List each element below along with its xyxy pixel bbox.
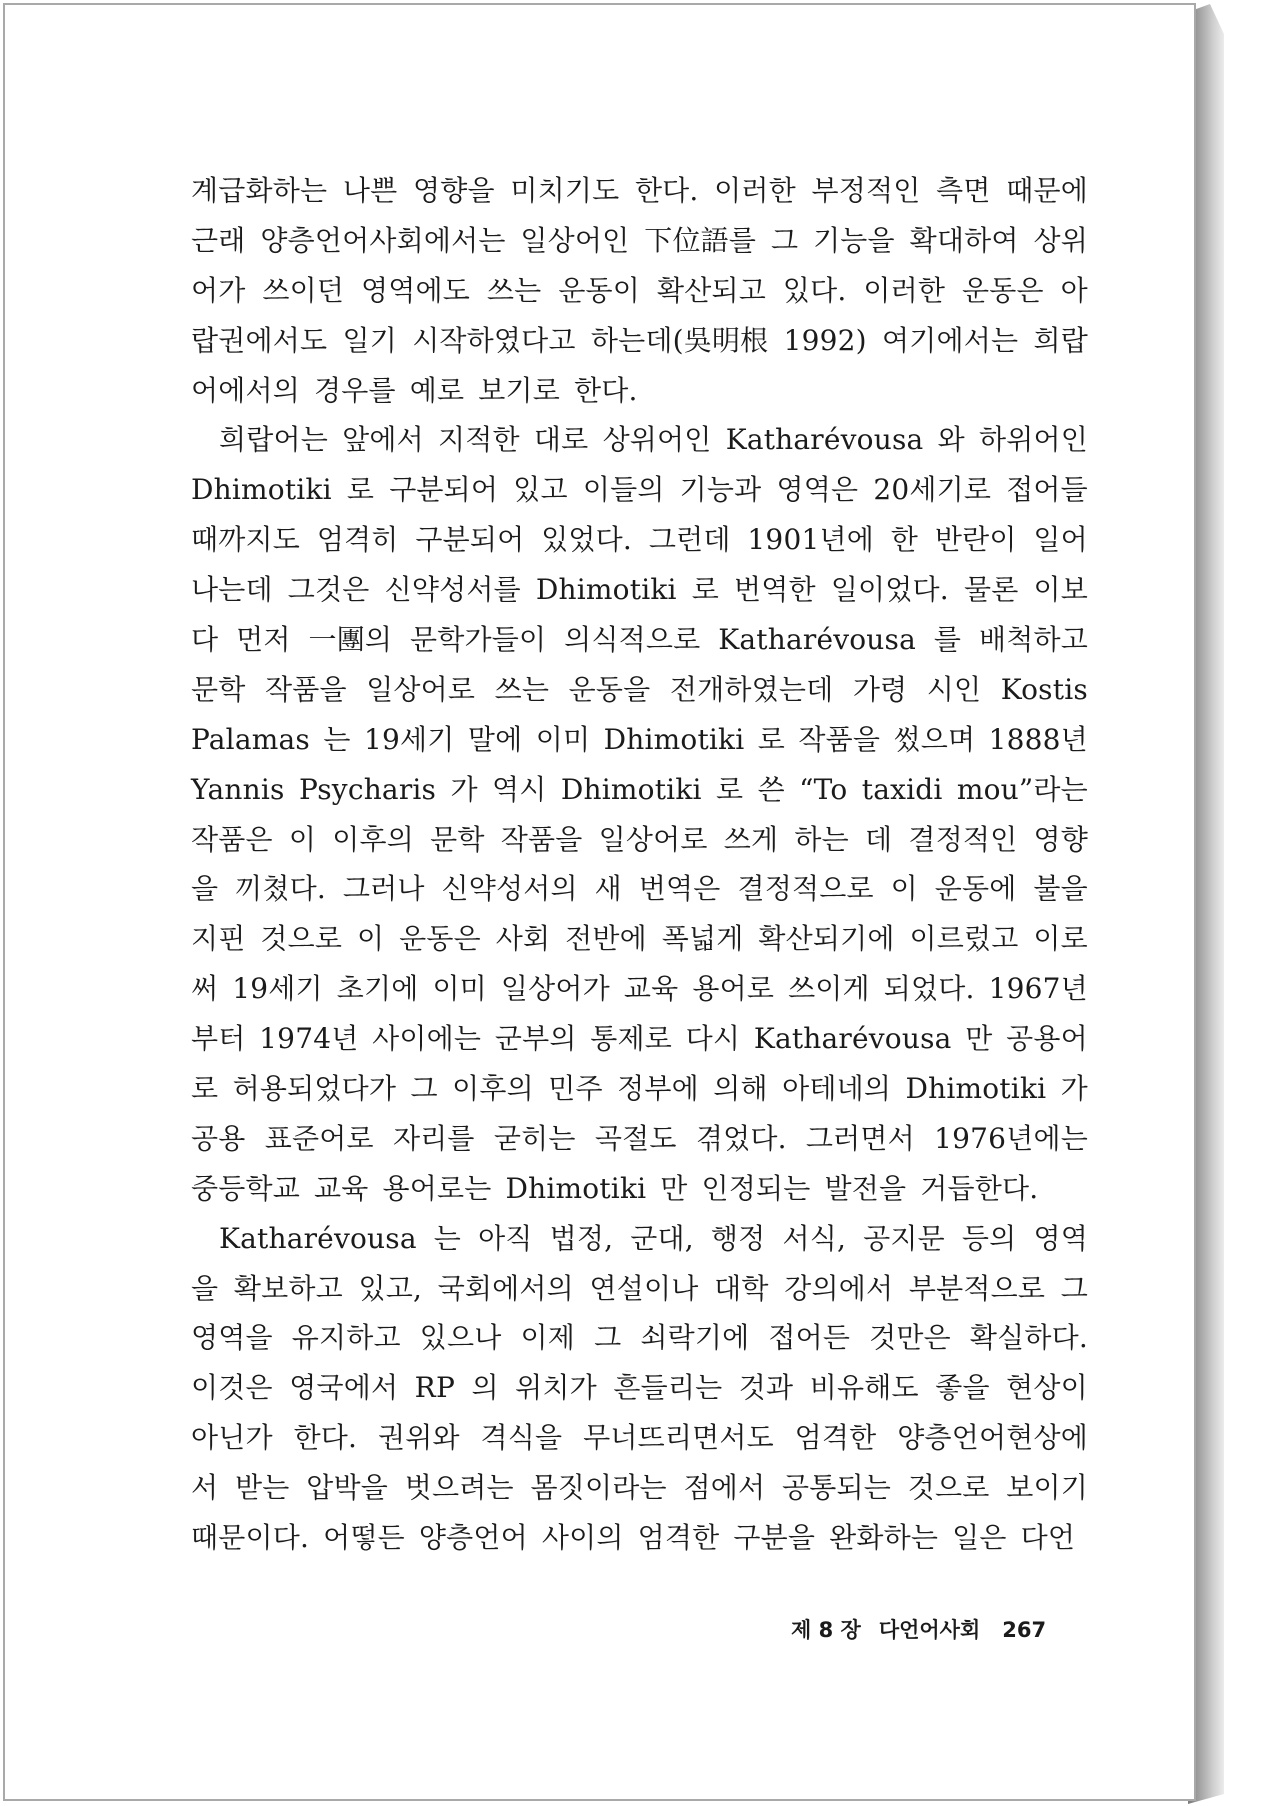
text-word: 작품을 xyxy=(500,822,583,856)
text-word: 는 xyxy=(433,1221,462,1255)
text-word: 영역은 xyxy=(776,473,859,507)
text-word: 그것은 xyxy=(287,573,370,607)
text-word: 위치가 xyxy=(515,1371,597,1405)
text-word: 운동을 xyxy=(568,672,651,706)
text-word: 이후의 xyxy=(332,822,414,856)
text-word: 다 xyxy=(191,623,219,657)
text-line xyxy=(191,618,1088,668)
text-word: 권위와 xyxy=(377,1421,460,1455)
text-word: 좋을 xyxy=(935,1371,990,1405)
text-word: 것과 xyxy=(738,1371,794,1405)
text-word: 되었다. xyxy=(883,972,975,1006)
text-word: Katharévousa xyxy=(219,1221,417,1255)
text-word: 하는데(吳明根 xyxy=(590,323,769,357)
text-word: 상위어인 xyxy=(602,423,712,457)
text-line xyxy=(191,1117,1088,1167)
text-word: 한다. xyxy=(293,1421,358,1455)
text-word: 끼쳤다. xyxy=(235,872,326,906)
text-word: 문학 xyxy=(430,822,485,856)
text-word: 이로 xyxy=(1033,922,1088,956)
text-word: 접어들 xyxy=(1006,473,1088,507)
text-word: 기능과 xyxy=(679,473,762,507)
text-word: 그러면서 xyxy=(805,1121,915,1155)
text-word: 아직 xyxy=(478,1221,533,1255)
text-word: 쓰는 xyxy=(486,273,542,307)
text-word: 영향을 xyxy=(412,174,495,207)
text-word: 로 xyxy=(346,473,375,507)
text-word: 이러한 xyxy=(863,273,946,307)
text-word: 일은 xyxy=(952,1521,1007,1555)
text-word: 만 xyxy=(965,1022,993,1056)
text-word: Psycharis xyxy=(298,772,437,806)
text-word: 번역한 xyxy=(734,573,816,607)
text-word: 사회 xyxy=(495,922,551,956)
text-word: 일상어인 xyxy=(520,223,630,257)
text-word: 아테네의 xyxy=(782,1072,892,1106)
text-word: 一團의 xyxy=(308,623,393,657)
text-word: 한다. xyxy=(634,174,699,207)
text-word: 근래 xyxy=(191,223,246,257)
text-word: 아닌가 xyxy=(191,1421,273,1455)
text-line xyxy=(191,1316,1088,1366)
text-word: 일이었다. xyxy=(830,573,949,607)
text-word: 다시 xyxy=(685,1022,741,1056)
text-word: Kostis xyxy=(1000,672,1088,706)
text-word: Dhimotiki xyxy=(905,1072,1047,1106)
text-word: 이후의 xyxy=(452,1072,534,1106)
text-word: 허용되었다가 xyxy=(232,1072,397,1106)
text-word: 말에 xyxy=(467,722,523,756)
text-word: Yannis xyxy=(191,772,285,806)
text-line xyxy=(191,1366,1088,1416)
text-word: 이것은 xyxy=(191,1371,273,1405)
text-word: 부터 xyxy=(191,1022,246,1056)
text-word: 그러나 xyxy=(342,872,425,906)
text-word: 영국에서 xyxy=(289,1371,399,1405)
text-word: 1967년 xyxy=(988,972,1088,1006)
text-word: 압박을 xyxy=(306,1471,388,1505)
text-word: 이미 xyxy=(535,722,591,756)
text-word: 먼저 xyxy=(236,623,291,657)
text-word: 1888년 xyxy=(988,722,1088,756)
text-word: 상위 xyxy=(1033,223,1088,257)
text-word: 결정적인 xyxy=(908,822,1018,856)
text-word: 거듭한다. xyxy=(920,1171,1039,1205)
text-word: 이 xyxy=(890,872,918,906)
text-word: 로 xyxy=(691,573,719,607)
text-word: 강의에서 xyxy=(784,1271,894,1305)
text-word: 써 xyxy=(191,972,219,1006)
text-word: 데 xyxy=(865,822,893,856)
text-word: 쓰이게 xyxy=(788,972,870,1006)
text-word: 확대하여 xyxy=(909,223,1019,257)
text-word: 것으로 xyxy=(907,1471,990,1505)
text-word: 1974년 xyxy=(259,1022,359,1056)
text-word: 불을 xyxy=(1033,872,1088,906)
text-word: 전반에 xyxy=(565,922,647,956)
text-word: 하는 xyxy=(794,822,849,856)
text-word: 격식을 xyxy=(480,1421,563,1455)
text-word: 그 xyxy=(770,223,799,257)
text-word: 그 xyxy=(594,1321,622,1355)
text-word: 엄격히 xyxy=(316,523,399,557)
text-word: 운동이 xyxy=(558,273,641,307)
text-word: 비유해도 xyxy=(809,1371,919,1405)
text-line xyxy=(191,867,1088,917)
text-word: 이보 xyxy=(1033,573,1088,607)
text-word: 그런데 xyxy=(648,523,731,557)
text-word: 랍권에서도 xyxy=(191,323,328,357)
text-word: 이들의 xyxy=(582,473,665,507)
text-line xyxy=(191,1416,1088,1466)
text-word: 자리를 xyxy=(392,1121,475,1155)
text-word: 역시 xyxy=(492,772,547,806)
book-page xyxy=(3,3,1196,1801)
text-word: 나쁜 xyxy=(342,174,398,207)
text-word: 것으로 xyxy=(260,922,343,956)
text-word: 희랍어는 xyxy=(219,423,328,457)
text-word: 썼으며 xyxy=(893,722,976,756)
text-word: 것만은 xyxy=(869,1321,951,1355)
text-word: 미치기도 xyxy=(510,174,620,207)
text-word: 엄격한 xyxy=(637,1521,720,1555)
text-word: 의해 xyxy=(713,1072,768,1106)
text-line xyxy=(191,668,1088,718)
text-word: 용어로는 xyxy=(382,1171,492,1205)
text-word: mou”라는 xyxy=(956,772,1088,806)
text-word: 교육 xyxy=(314,1171,369,1205)
text-word: Katharévousa xyxy=(718,623,916,657)
text-word: 공용어 xyxy=(1006,1022,1088,1056)
text-word: 폭넓게 xyxy=(661,922,744,956)
text-word: 있고 xyxy=(513,473,568,507)
text-word: 벗으려는 xyxy=(404,1471,514,1505)
text-word: 몸짓이라는 xyxy=(530,1471,667,1505)
text-word: 작품을 xyxy=(798,722,881,756)
text-word: 의식적으로 xyxy=(564,623,701,657)
text-line xyxy=(191,319,1088,369)
text-word: 있었다. xyxy=(541,523,633,557)
text-word: 를 xyxy=(933,623,962,657)
text-word: 접어든 xyxy=(768,1321,851,1355)
text-word: 사이에는 xyxy=(372,1022,482,1056)
text-word: 영향 xyxy=(1033,822,1088,856)
text-word: 下位語를 xyxy=(644,223,757,257)
text-word: 구분되어 xyxy=(415,523,525,557)
text-word: 확보하고 xyxy=(233,1271,343,1305)
text-line xyxy=(191,718,1088,768)
text-word: 확산되기에 xyxy=(758,922,895,956)
text-word: 가 xyxy=(1060,1072,1088,1106)
text-word: 문학가들이 xyxy=(410,623,547,657)
text-word: 운동에 xyxy=(934,872,1017,906)
text-word: 국회에서의 xyxy=(437,1271,574,1305)
text-word: 공용 xyxy=(191,1121,246,1155)
text-word: 이르렀고 xyxy=(909,922,1019,956)
text-word: 시인 xyxy=(926,672,982,706)
text-word: 신약성서의 xyxy=(441,872,578,906)
text-word: 사이의 xyxy=(541,1521,624,1555)
text-word: 점에서 xyxy=(683,1471,766,1505)
text-word: 행정 xyxy=(710,1221,766,1255)
text-word: 희랍 xyxy=(1033,323,1088,357)
page-footer xyxy=(791,1614,1046,1644)
text-line xyxy=(191,418,1088,468)
text-word: 있고, xyxy=(358,1271,423,1305)
text-word: 영역을 xyxy=(191,1321,273,1355)
text-word: 중등학교 xyxy=(191,1171,300,1205)
text-word: 19세기 xyxy=(232,972,323,1006)
text-line xyxy=(191,818,1088,868)
text-word: 대로 xyxy=(533,423,589,457)
text-word: 공지문 xyxy=(863,1221,945,1255)
text-word: 확산되고 xyxy=(656,273,766,307)
text-word: 서식, xyxy=(782,1221,847,1255)
text-word: 대학 xyxy=(714,1271,769,1305)
text-word: 보기로 xyxy=(478,373,560,407)
text-word: 번역은 xyxy=(638,872,721,906)
text-line xyxy=(191,568,1088,618)
text-word: 예로 xyxy=(409,373,465,407)
text-word: 보이기 xyxy=(1006,1471,1088,1505)
text-word: Dhimotiki xyxy=(560,772,702,806)
text-word: 겪었다. xyxy=(695,1121,787,1155)
text-word: 표준어로 xyxy=(264,1121,374,1155)
text-word: 부분적으로 xyxy=(908,1271,1046,1305)
text-word: 그 xyxy=(410,1072,438,1106)
text-word: 지적한 xyxy=(438,423,520,457)
text-word: 이 xyxy=(288,822,317,856)
text-word: 있다. xyxy=(782,273,847,307)
text-line xyxy=(191,219,1088,269)
text-word: 정부에 xyxy=(617,1072,699,1106)
text-word: 배척하고 xyxy=(979,623,1088,657)
text-word: 공통되는 xyxy=(782,1471,891,1505)
text-line xyxy=(191,1516,1088,1566)
text-line xyxy=(191,369,1088,419)
text-word: 1992) xyxy=(783,323,867,357)
text-word: 법정, xyxy=(549,1221,614,1255)
body-text xyxy=(191,169,1088,1566)
text-line xyxy=(191,1067,1088,1117)
text-word: 용어로 xyxy=(692,972,775,1006)
text-word: 쓰게 xyxy=(723,822,779,856)
text-word: 무너뜨리면서도 xyxy=(583,1421,774,1455)
text-word: 쓴 xyxy=(757,772,785,806)
text-word: 그 xyxy=(1060,1271,1088,1305)
text-word: 로 xyxy=(191,1072,219,1106)
text-word: 일기 xyxy=(342,323,397,357)
text-word: 로 xyxy=(715,772,744,806)
text-word: 신약성서를 xyxy=(384,573,521,607)
text-word: 완화하는 xyxy=(829,1521,939,1555)
text-word: 연설이나 xyxy=(589,1271,699,1305)
text-word: 때문에 xyxy=(1006,174,1088,207)
text-word: 구분을 xyxy=(733,1521,816,1555)
text-word: 부정적인 xyxy=(811,174,921,207)
text-word: 엄격한 xyxy=(794,1421,877,1455)
text-word: 확실하다. xyxy=(969,1321,1088,1355)
text-word: 민주 xyxy=(548,1072,603,1106)
text-word: 20세기로 xyxy=(873,473,992,507)
text-word: 작품을 xyxy=(264,672,347,706)
text-word: 지핀 xyxy=(191,922,246,956)
chapter-label: 제 8 장 xyxy=(791,1618,861,1642)
text-word: 계급화하는 xyxy=(191,174,328,207)
text-line xyxy=(191,1466,1088,1516)
text-word: 한다. xyxy=(574,373,638,407)
text-word: 이 xyxy=(357,922,385,956)
text-word: 나는데 xyxy=(191,573,273,607)
text-word: 양층언어 xyxy=(418,1521,528,1555)
text-word: 일상어로 xyxy=(366,672,476,706)
text-line xyxy=(191,917,1088,967)
text-word: 기능을 xyxy=(813,223,895,257)
text-line xyxy=(191,1267,1088,1317)
text-word: 등의 xyxy=(961,1221,1017,1255)
text-word: 쓰이던 xyxy=(262,273,345,307)
text-line xyxy=(191,1217,1088,1267)
text-word: 전개하였는데 xyxy=(669,672,834,706)
text-word: 일상어로 xyxy=(598,822,708,856)
text-word: 어에서의 xyxy=(191,373,300,407)
text-word: 19세기 xyxy=(363,722,455,756)
text-word: 로 xyxy=(757,722,785,756)
text-word: 구분되어 xyxy=(389,473,499,507)
text-word: 하위어인 xyxy=(978,423,1088,457)
text-word: 1976년에는 xyxy=(934,1121,1088,1155)
text-word: 통제로 xyxy=(590,1022,672,1056)
text-word: Dhimotiki xyxy=(603,722,745,756)
text-word: 결정적으로 xyxy=(737,872,874,906)
text-word: Dhimotiki xyxy=(191,473,332,507)
text-word: Katharévousa xyxy=(725,423,924,457)
text-word: 측면 xyxy=(936,174,991,207)
text-line xyxy=(191,1017,1088,1067)
text-word: 한 xyxy=(890,523,919,557)
text-word: 서 xyxy=(191,1471,219,1505)
text-word: 있으나 xyxy=(419,1321,502,1355)
text-word: 곡절도 xyxy=(594,1121,677,1155)
text-word: 을 xyxy=(191,872,219,906)
text-word: Katharévousa xyxy=(753,1022,952,1056)
text-word: 다언 xyxy=(1020,1521,1076,1555)
text-word: 시작하였다고 xyxy=(412,323,576,357)
text-word: 가령 xyxy=(852,672,908,706)
text-word: 때문이다. xyxy=(191,1521,310,1555)
text-line xyxy=(191,1167,1088,1217)
text-word: 새 xyxy=(594,872,622,906)
text-word: 아 xyxy=(1060,273,1088,307)
text-word: 현상이 xyxy=(1006,1371,1088,1405)
chapter-title: 다언어사회 xyxy=(878,1618,981,1642)
text-word: 일어 xyxy=(1033,523,1088,557)
text-word: 초기에 xyxy=(336,972,419,1006)
text-word: 1901년에 xyxy=(747,523,874,557)
text-word: 이제 xyxy=(520,1321,576,1355)
text-word: 영역에도 xyxy=(361,273,471,307)
text-word: 여기에서는 xyxy=(882,323,1019,357)
text-word: 흔들리는 xyxy=(613,1371,723,1405)
text-word: 인정되는 xyxy=(701,1171,811,1205)
text-word: 일상어가 xyxy=(500,972,610,1006)
text-word: 의 xyxy=(471,1371,499,1405)
text-word: 가 xyxy=(450,772,478,806)
text-word: 만 xyxy=(660,1171,688,1205)
text-word: 반란이 xyxy=(934,523,1017,557)
text-line xyxy=(191,768,1088,818)
text-word: 는 xyxy=(323,722,351,756)
text-word: 양층언어사회에서는 xyxy=(260,223,506,257)
text-line xyxy=(191,468,1088,518)
text-word: Palamas xyxy=(191,722,310,756)
text-word: 경우를 xyxy=(314,373,396,407)
text-word: Dhimotiki xyxy=(535,573,677,607)
text-word: 어떻든 xyxy=(323,1521,405,1555)
text-word: taxidi xyxy=(861,772,943,806)
text-word: 을 xyxy=(191,1271,219,1305)
text-word: 운동은 xyxy=(961,273,1044,307)
text-line xyxy=(191,967,1088,1017)
text-word: 이러한 xyxy=(714,174,796,207)
text-word: 굳히는 xyxy=(493,1121,576,1155)
text-word: 발전을 xyxy=(824,1171,907,1205)
text-word: 어가 xyxy=(191,273,246,307)
text-word: 물론 xyxy=(963,573,1019,607)
text-word: 쇠락기에 xyxy=(640,1321,750,1355)
text-word: Dhimotiki xyxy=(505,1171,647,1205)
text-word: 쓰는 xyxy=(494,672,550,706)
text-word: 유지하고 xyxy=(291,1321,401,1355)
text-line xyxy=(191,169,1088,219)
text-word: 군부의 xyxy=(494,1022,577,1056)
text-word: 영역 xyxy=(1033,1221,1088,1255)
text-word: 작품은 xyxy=(191,822,273,856)
text-word: “To xyxy=(799,772,848,806)
text-word: 이미 xyxy=(432,972,487,1006)
text-word: 문학 xyxy=(191,672,246,706)
text-word: 운동은 xyxy=(399,922,481,956)
text-word: 받는 xyxy=(235,1471,290,1505)
text-word: 군대, xyxy=(630,1221,694,1255)
text-word: RP xyxy=(414,1371,455,1405)
text-word: 와 xyxy=(937,423,965,457)
text-line xyxy=(191,269,1088,319)
page-number: 267 xyxy=(1002,1618,1047,1642)
text-line xyxy=(191,518,1088,568)
text-word: 교육 xyxy=(623,972,679,1006)
text-word: 때까지도 xyxy=(191,523,300,557)
text-word: 양층언어현상에 xyxy=(897,1421,1088,1455)
text-word: 앞에서 xyxy=(342,423,424,457)
